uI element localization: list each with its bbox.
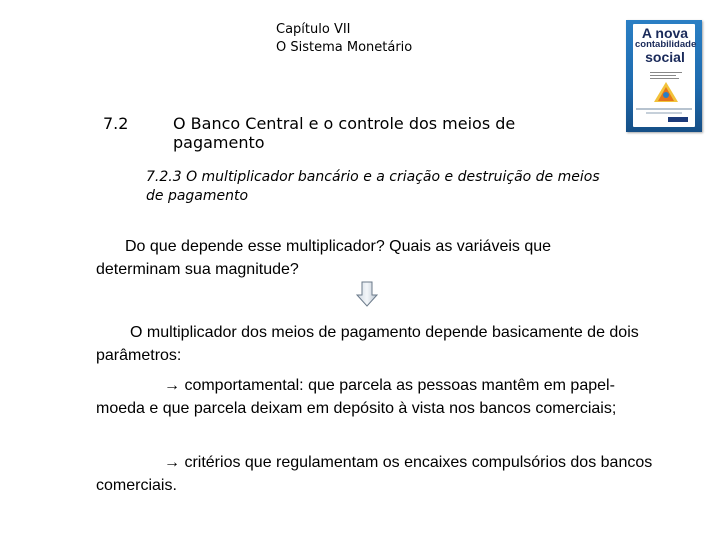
book-title-line3: social	[645, 49, 685, 65]
answer-paragraph: O multiplicador dos meios de pagamento depende basicamente de dois parâmetros:	[96, 324, 639, 364]
book-cover-subtitle-lines	[650, 71, 682, 79]
chapter-label: Capítulo VII	[276, 22, 351, 37]
bullet-item-behavioral	[96, 374, 656, 420]
book-title-line1: A nova	[641, 25, 689, 41]
book-cover-title	[635, 26, 695, 64]
down-arrow-icon	[356, 281, 378, 307]
book-title-line2: contabilidade	[635, 39, 697, 50]
book-cover-author-line	[636, 108, 692, 110]
section-title: O Banco Central e o controle dos meios de pagamento	[173, 114, 516, 152]
bullet-text: critérios que regulamentam os encaixes compulsórios dos bancos comerciais.	[96, 454, 653, 494]
book-cover-author-line	[646, 112, 682, 114]
subsection-text: 7.2.3 O multiplicador bancário e a criação e destruição de meios de pagamento	[146, 169, 600, 204]
book-cover-image	[626, 20, 702, 132]
chapter-subtitle: O Sistema Monetário	[276, 40, 413, 55]
bullet-item-reserve-criteria	[96, 451, 656, 497]
arrow-right-icon: →	[164, 377, 180, 394]
bullet-text: comportamental: que parcela as pessoas mantêm em papel-moeda e que parcela deixam em depósito à vista nos bancos comerciais;	[96, 377, 617, 417]
arrow-right-icon: →	[164, 454, 180, 471]
question-paragraph: Do que depende esse multiplicador? Quais as variáveis que determinam sua magnitude?	[96, 238, 552, 278]
section-number: 7.2	[103, 114, 129, 133]
book-cover-art-icon	[653, 81, 679, 103]
subsection-title	[146, 168, 616, 206]
book-publisher-logo	[668, 117, 688, 122]
